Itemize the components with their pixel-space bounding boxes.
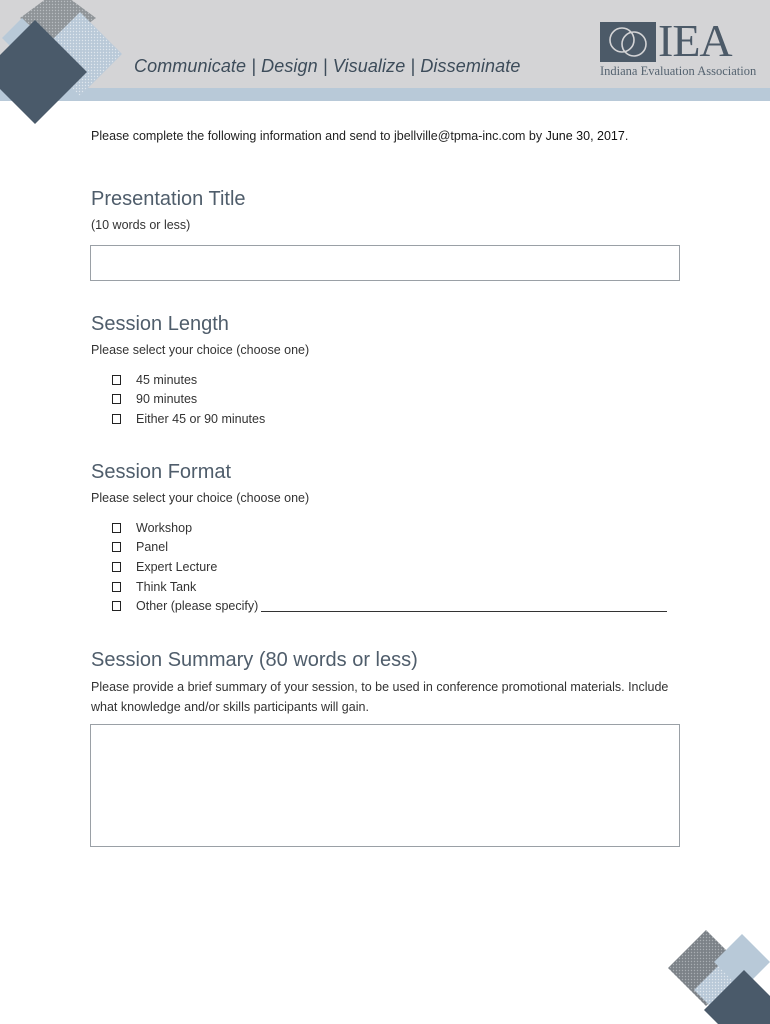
logo-text: IEA — [658, 15, 732, 66]
deadline-date: June 30, 2017 — [545, 129, 625, 143]
intro-body: Please complete the following information and send to jbellville@tpma-inc.com by — [91, 129, 546, 143]
session-summary-field[interactable] — [90, 724, 680, 847]
checkbox-icon[interactable] — [112, 394, 121, 404]
checkbox-icon[interactable] — [112, 375, 121, 385]
checkbox-icon[interactable] — [112, 542, 121, 552]
checkbox-icon[interactable] — [112, 562, 121, 572]
option-expert-lecture[interactable] — [112, 557, 667, 577]
option-label: 45 minutes — [136, 372, 198, 387]
option-label: Panel — [136, 540, 168, 555]
option-label: Expert Lecture — [136, 559, 218, 574]
option-45-minutes[interactable] — [112, 370, 265, 390]
session-length-heading: Session Length — [91, 313, 229, 335]
option-workshop[interactable] — [112, 518, 667, 538]
session-summary-heading: Session Summary (80 words or less) — [91, 649, 418, 671]
iea-logo — [600, 15, 760, 80]
session-length-options — [112, 370, 265, 429]
session-format-instruction: Please select your choice (choose one) — [91, 491, 310, 505]
option-label: Think Tank — [136, 579, 197, 594]
option-label: Either 45 or 90 minutes — [136, 411, 266, 426]
intro-text — [91, 129, 628, 143]
logo-subtitle: Indiana Evaluation Association — [600, 64, 757, 78]
decorative-diamonds-bottom-right — [660, 924, 770, 1024]
checkbox-icon[interactable] — [112, 582, 121, 592]
intro-end: . — [624, 129, 629, 143]
session-summary-instruction: Please provide a brief summary of your session, to be used in conference promotional materials. Include what knowledge and/or skills participants will gain. — [91, 680, 669, 714]
option-label: 90 minutes — [136, 392, 198, 407]
presentation-title-hint: (10 words or less) — [91, 218, 191, 232]
option-other[interactable] — [112, 596, 667, 616]
tagline: Communicate | Design | Visualize | Disseminate — [134, 56, 521, 76]
session-length-instruction: Please select your choice (choose one) — [91, 343, 310, 357]
option-label: Other (please specify) — [136, 599, 259, 614]
presentation-title-heading: Presentation Title — [91, 188, 246, 210]
session-format-options — [112, 518, 667, 616]
option-label: Workshop — [136, 520, 193, 535]
overlapping-circles-icon — [600, 22, 656, 62]
decorative-diamonds-top-left — [0, 0, 130, 130]
option-90-minutes[interactable] — [112, 390, 265, 410]
option-think-tank[interactable] — [112, 577, 667, 597]
session-format-heading: Session Format — [91, 461, 232, 483]
presentation-title-field[interactable] — [90, 245, 680, 281]
option-either[interactable] — [112, 409, 265, 429]
checkbox-icon[interactable] — [112, 414, 121, 424]
option-panel[interactable] — [112, 538, 667, 558]
checkbox-icon[interactable] — [112, 523, 121, 533]
checkbox-icon[interactable] — [112, 601, 121, 611]
other-specify-field[interactable] — [261, 600, 667, 612]
